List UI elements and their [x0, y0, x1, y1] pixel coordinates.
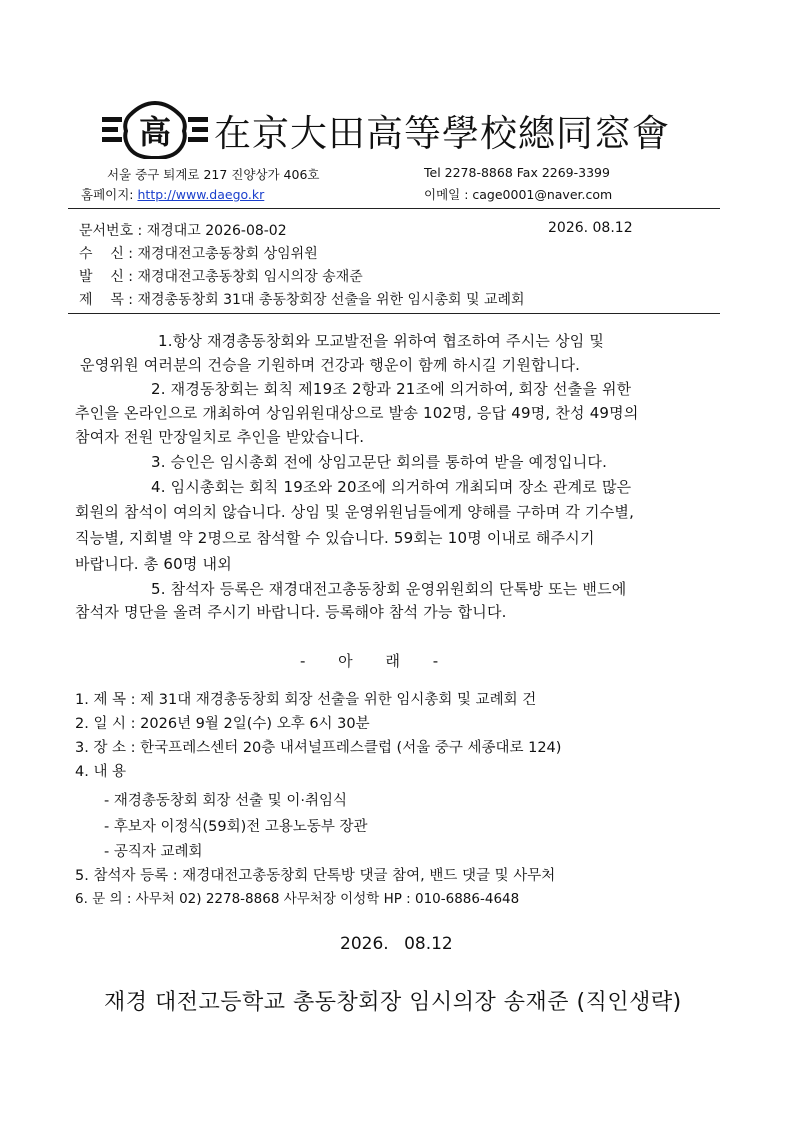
document-number	[79, 220, 287, 240]
body-line: 4. 임시총회는 회칙 19조와 20조에 의거하여 개최되며 장소 관계로 많은	[151, 478, 632, 496]
signature-line: 재경 대전고등학교 총동창회장 임시의장 송재준 (직인생략)	[104, 990, 682, 1015]
organization-name: 在京大田高等學校總同窓會	[214, 112, 670, 155]
header-divider	[68, 208, 720, 209]
email: 이메일 : cage0001@naver.com	[424, 187, 613, 202]
homepage-link[interactable]: http://www.daego.kr	[137, 187, 265, 202]
sender	[79, 266, 363, 286]
detail-item: 1. 제 목 : 제 31대 재경총동창회 회장 선출을 위한 임시총회 및 교례회 건	[75, 692, 537, 708]
detail-item: 4. 내 용	[75, 764, 127, 780]
subject-label: 제 목 :	[79, 292, 138, 308]
body-line: 1.항상 재경총동창회와 모교발전을 위하여 협조하여 주시는 상임 및	[158, 332, 605, 350]
detail-subitem: - 재경총동창회 회장 선출 및 이·취임식	[104, 793, 347, 809]
body-line: 3. 승인은 임시총회 전에 상임고문단 회의를 통하여 받을 예정입니다.	[151, 453, 608, 471]
recipient	[79, 243, 318, 263]
body-line: 추인을 온라인으로 개최하여 상임위원대상으로 발송 102명, 응답 49명, 찬성 49명의	[75, 404, 639, 422]
detail-subitem: - 공직자 교례회	[104, 844, 203, 860]
address: 서울 중구 퇴계로 217 진양상가 406호	[107, 167, 320, 182]
are-heading: - 아 래 -	[300, 652, 439, 670]
recipient-value: 재경대전고총동창회 상임위원	[137, 246, 318, 262]
body-line: 참여자 전원 만장일치로 추인을 받았습니다.	[75, 428, 365, 446]
body-line: 2. 재경동창회는 회칙 제19조 2항과 21조에 의거하여, 회장 선출을 위한	[151, 380, 632, 398]
detail-item: 2. 일 시 : 2026년 9월 2일(수) 오후 6시 30분	[75, 716, 370, 732]
footer-date: 2026. 08.12	[340, 934, 453, 954]
doc-no-label: 문서번호 :	[79, 223, 147, 239]
doc-no-value: 재경대고 2026-08-02	[146, 223, 287, 239]
subject-value: 재경총동창회 31대 총동창회장 선출을 위한 임시총회 및 교례회	[137, 292, 525, 308]
homepage-label: 홈페이지:	[81, 187, 138, 202]
body-line: 운영위원 여러분의 건승을 기원하며 건강과 행운이 함께 하시길 기원합니다.	[80, 356, 581, 374]
body-divider	[68, 313, 720, 314]
school-emblem-icon	[100, 101, 210, 159]
body-line: 참석자 명단을 올려 주시기 바랍니다. 등록해야 참석 가능 합니다.	[75, 603, 507, 621]
emblem-letter: 高	[138, 113, 172, 151]
detail-item: 3. 장 소 : 한국프레스센터 20층 내셔널프레스클럽 (서울 중구 세종대로 124)	[75, 740, 562, 756]
body-line: 5. 참석자 등록은 재경대전고총동창회 운영위원회의 단톡방 또는 밴드에	[151, 580, 627, 598]
detail-subitem: - 후보자 이정식(59회)전 고용노동부 장관	[104, 819, 368, 835]
body-line: 회원의 참석이 여의치 않습니다. 상임 및 운영위원님들에게 양해를 구하며 각 기수별,	[75, 503, 635, 521]
subject	[79, 289, 525, 309]
detail-item: 5. 참석자 등록 : 재경대전고총동창회 단톡방 댓글 참여, 밴드 댓글 및 사무처	[75, 868, 556, 884]
homepage	[81, 185, 264, 203]
sender-value: 재경대전고총동창회 임시의장 송재준	[137, 269, 363, 285]
sender-label: 발 신 :	[79, 269, 138, 285]
detail-item: 6. 문 의 : 사무처 02) 2278-8868 사무처장 이성학 HP : 010-6886-4648	[75, 891, 520, 907]
phone-fax: Tel 2278-8868 Fax 2269-3399	[424, 165, 610, 180]
letterhead	[100, 100, 670, 160]
recipient-label: 수 신 :	[79, 246, 138, 262]
body-line: 바랍니다. 총 60명 내외	[75, 555, 232, 573]
body-line: 직능별, 지회별 약 2명으로 참석할 수 있습니다. 59회는 10명 이내로 해주시기	[75, 529, 595, 547]
document-date: 2026. 08.12	[548, 220, 633, 236]
